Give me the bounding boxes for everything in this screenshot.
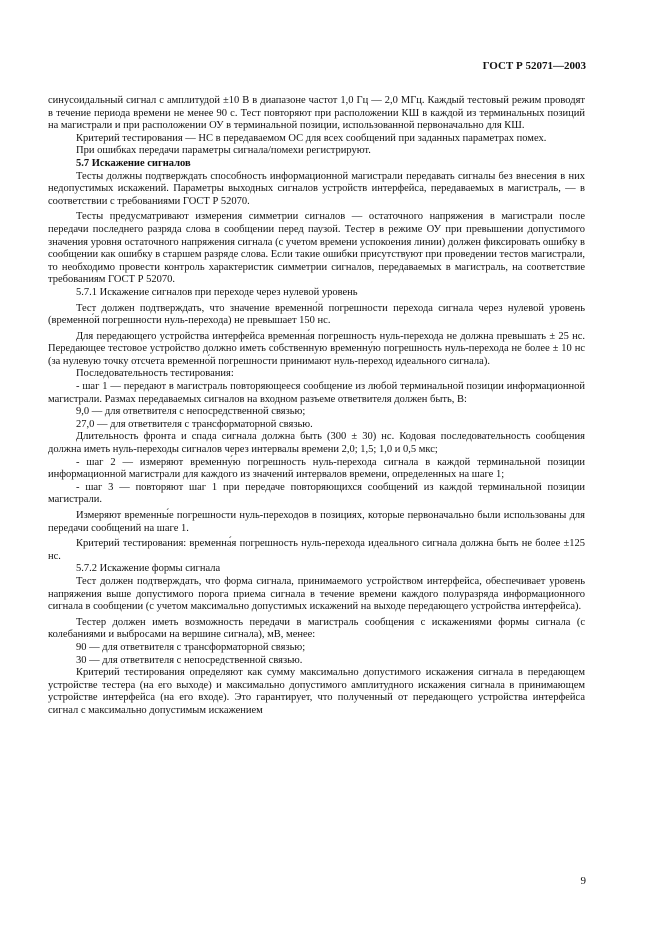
paragraph: синусоидальный сигнал с амплитудой ±10 В в диапазоне частот 1,0 Гц — 2,0 МГц. Каждый тестовый режим проводят в течение периода времени не менее 90 с. Тест повторяют при расположении КШ в каждой из терминальных позиций на магистрали и при расположении ОУ в терминальной позиции, использованной первоначально для КШ. (48, 95, 585, 132)
section-heading: 5.7 Искажение сигналов (76, 157, 191, 169)
list-item: - шаг 1 — передают в магистраль повторяющееся сообщение из любой терминальной позиции информационной магистрали. Размах передаваемых сигналов на входном разъеме ответвителя должен быть, В: (48, 381, 585, 405)
page-number: 9 (580, 875, 586, 887)
list-item: - шаг 2 — измеряют временну́ю погрешность нуль-перехода сигнала в каждой терминальной позиции информационной магистрали для каждого из значений интервалов времени, определенных на шаге 1; (48, 456, 585, 481)
paragraph: Длительность фронта и спада сигнала должна быть (300 ± 30) нс. Кодовая последовательность сообщения должна иметь нуль-переходы сигналов через интервалы времени 2,0; 1,5; 1,0 и 0,5 мкс; (48, 431, 585, 456)
paragraph: Тест должен подтверждать, что значение временно́й погрешности перехода сигнала через нулевой уровень (временно́й погрешности нуль-перехода) не превышает 150 нс. (48, 302, 585, 327)
list-item: - шаг 3 — повторяют шаг 1 при передаче повторяющихся сообщений из каждой терминальной позиции магистрали. (48, 481, 585, 506)
paragraph: Критерий тестирования — НС в передаваемом ОС для всех сообщений при заданных параметрах помех. (76, 132, 547, 144)
paragraph: Тестер должен иметь возможность передачи в магистраль сообщения с искажениями формы сигнала (с колебаниями и выбросами на вершине сигнала), мВ, менее: (48, 616, 585, 641)
paragraph: Тесты предусматривают измерения симметрии сигналов — остаточного напряжения в магистрали после передачи последнего разряда слова в сообщении перед паузой. Тестер в режиме ОУ при превышении допустимого значения уровня остаточного напряжения сигнала (с учетом времени успокоения линии) должен фиксировать ошибку в сообщении как ошибку в старшем разряде слова. Если такие ошибки присутствуют при проведении тестов магистрали, то необходимо провести контроль характеристик симметрии сигналов, передаваемых в магистраль, на соответствие требованиям ГОСТ Р 52070. (48, 211, 585, 286)
paragraph: Критерий тестирования: временна́я погрешность нуль-перехода идеального сигнала должна быть не более ±125 нс. (48, 538, 585, 562)
list-item: 9,0 — для ответвителя с непосредственной связью; (76, 406, 306, 418)
paragraph: Измеряют временны́е погрешности нуль-переходов в позициях, которые первоначально были использованы для передачи сообщений на шаге 1. (48, 510, 585, 534)
paragraph: Тест должен подтверждать, что форма сигнала, принимаемого устройством интерфейса, обеспечивает уровень напряжения выше допустимого порога приема сигнала в течение времени каждого полуразряда информационного сигнала в сообщении (с учетом максимально допустимых искажений на выходе передающего устройства интерфейса). (48, 575, 585, 613)
paragraph: Для передающего устройства интерфейса временна́я погрешность нуль-перехода не должна превышать ± 25 нс. Передающее тестовое устройство должно иметь собственную временну́ю погрешность нуль-перехода не более ± 10 нс (за нулевую точку отсчета временно́й погрешности принимают нуль-переход идеального сигнала). (48, 330, 585, 367)
standard-header: ГОСТ Р 52071—2003 (482, 60, 586, 72)
paragraph: Последовательность тестирования: (76, 368, 234, 380)
paragraph: При ошибках передачи параметры сигнала/помехи регистрируют. (76, 145, 371, 157)
body-text (48, 95, 585, 718)
list-item: 30 — для ответвителя с непосредственной связью. (76, 654, 303, 666)
subsection-heading: 5.7.2 Искажение формы сигнала (76, 563, 221, 575)
list-item: 27,0 — для ответвителя с трансформаторной связью. (76, 418, 313, 430)
paragraph: Критерий тестирования определяют как сумму максимально допустимого искажения сигнала в передающем устройстве тестера (на его выходе) и максимально допустимого амплитудного искажения сигнала в принимающем устройстве интерфейса (на его входе). Это гарантирует, что полученный от передающего устройства интерфейса сигнал с максимально допустимым искажением (48, 667, 585, 716)
list-item: 90 — для ответвителя с трансформаторной связью; (76, 641, 306, 653)
subsection-heading: 5.7.1 Искажение сигналов при переходе через нулевой уровень (76, 286, 358, 298)
paragraph: Тесты должны подтверждать способность информационной магистрали передавать сигналы без внесения в них недопустимых искажений. Параметры выходных сигналов устройств интерфейса, передаваемых в магистраль, — в соответствии с требованиями ГОСТ Р 52070. (48, 170, 585, 207)
